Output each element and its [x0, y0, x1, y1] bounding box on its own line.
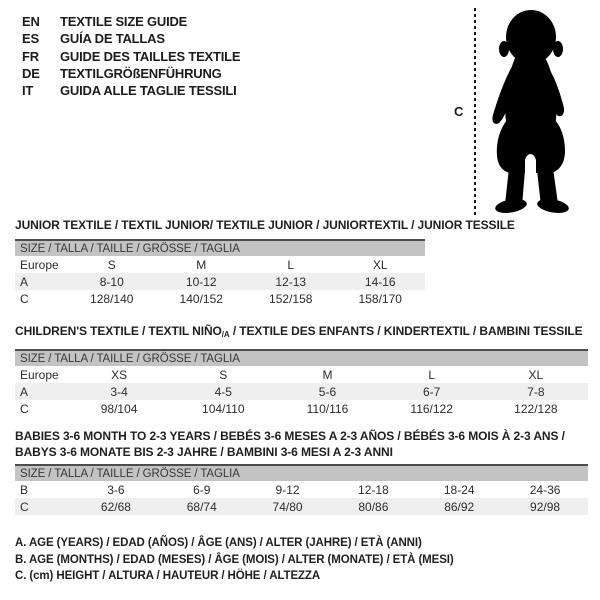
footnote-c: C. (cm) HEIGHT / ALTURA / HAUTEUR / HÖHE / ALTEZZA [15, 570, 321, 582]
table-row [15, 383, 588, 400]
height-dashed-line [474, 8, 476, 215]
lang-row-es [22, 30, 240, 47]
size-value: 158/170 [358, 291, 402, 306]
language-title: GUÍA DE TALLAS [60, 31, 165, 47]
row-label: A [15, 383, 67, 400]
size-value: 9-12 [275, 482, 300, 497]
language-code: IT [22, 83, 34, 99]
size-value: 92/98 [502, 498, 588, 515]
size-value: XL [528, 367, 544, 382]
table-row [15, 366, 588, 383]
size-value: 6-9 [193, 482, 211, 497]
size-value: 12-18 [358, 482, 389, 497]
size-table-header: SIZE / TALLA / TAILLE / GRÖSSE / TAGLIA [15, 465, 588, 481]
size-value: 3-6 [107, 482, 125, 497]
size-value: 7-8 [484, 383, 588, 400]
size-table-header: SIZE / TALLA / TAILLE / GRÖSSE / TAGLIA [15, 240, 425, 256]
size-value: 110/116 [306, 401, 349, 416]
babies-section-title [15, 428, 565, 460]
size-value: 86/92 [416, 498, 502, 515]
size-value: 62/68 [73, 498, 159, 515]
children-section-title [15, 323, 583, 343]
size-value: XL [372, 257, 388, 272]
size-value: 10-12 [157, 273, 247, 290]
language-header [22, 13, 240, 99]
baby-silhouette [484, 8, 580, 213]
size-value: 122/128 [514, 401, 558, 416]
table-row [15, 498, 588, 515]
height-ref-label: C [454, 104, 464, 119]
size-value: XS [111, 367, 128, 382]
lang-row-en [22, 13, 240, 30]
footnote-a: A. AGE (YEARS) / EDAD (AÑOS) / ÂGE (ANS) / ALTER (JAHRE) / ETÀ (ANNI) [15, 537, 422, 549]
language-title: GUIDE DES TAILLES TEXTILE [60, 48, 241, 64]
size-value: S [219, 367, 228, 382]
row-label: C [20, 401, 29, 416]
size-value: M [196, 257, 207, 272]
size-value: 98/104 [100, 401, 138, 416]
lang-row-it [22, 82, 240, 99]
size-value: 24-36 [529, 482, 561, 497]
babies-title-line1: BABIES 3-6 MONTH TO 2-3 YEARS / BEBÉS 3-6 MESES A 2-3 AÑOS / BÉBÉS 3-6 MOIS À 2-3 ANS / [15, 429, 565, 443]
language-code: EN [22, 14, 40, 30]
lang-row-fr [22, 48, 240, 65]
children-title-sub: /A [221, 330, 230, 339]
table-header-row [15, 350, 588, 366]
language-title: TEXTILE SIZE GUIDE [60, 14, 188, 30]
size-value: 4-5 [171, 383, 275, 400]
table-row [15, 273, 425, 290]
lang-row-de [22, 65, 240, 82]
row-label: C [20, 291, 29, 306]
language-code: FR [22, 48, 39, 64]
table-header-row [15, 465, 588, 481]
size-value: 18-24 [443, 482, 475, 497]
language-title: TEXTILGRÖßENFÜHRUNG [60, 66, 222, 82]
table-row [15, 290, 425, 307]
size-value: 116/122 [410, 401, 453, 416]
table-row [15, 256, 425, 273]
junior-section-title: JUNIOR TEXTILE / TEXTIL JUNIOR/ TEXTILE JUNIOR / JUNIORTEXTIL / JUNIOR TESSILE [15, 218, 515, 232]
language-code: ES [22, 31, 39, 47]
footnote-b: B. AGE (MONTHS) / EDAD (MESES) / ÂGE (MOIS) / ALTER (MONATE) / ETÀ (MESI) [15, 553, 454, 566]
size-value: 128/140 [90, 291, 134, 306]
row-label: B [20, 482, 29, 497]
size-value: 12-13 [246, 273, 336, 290]
babies-title-line2: BABYS 3-6 MONATE BIS 2-3 JAHRE / BAMBINI 3-6 MESI A 2-3 ANNI [15, 445, 393, 459]
footnotes [15, 535, 454, 585]
children-title-pre: CHILDREN'S TEXTILE / TEXTIL NIÑO [15, 324, 222, 338]
table-header-row [15, 240, 425, 256]
size-value: L [428, 367, 435, 382]
junior-size-table [15, 239, 425, 307]
children-title-post: / TEXTILE DES ENFANTS / KINDERTEXTIL / BAMBINI TESSILE [229, 324, 583, 338]
size-value: 104/110 [202, 401, 245, 416]
size-value: 74/80 [245, 498, 331, 515]
size-value: 80/86 [330, 498, 416, 515]
language-code: DE [22, 66, 40, 82]
size-value: 68/74 [159, 498, 245, 515]
size-value: 3-4 [67, 383, 171, 400]
row-label: Europe [20, 367, 59, 382]
row-label: A [15, 273, 67, 290]
row-label: C [15, 498, 73, 515]
size-value: 6-7 [380, 383, 484, 400]
size-value: M [322, 367, 333, 382]
size-value: 8-10 [67, 273, 157, 290]
size-value: S [107, 257, 116, 272]
size-value: 5-6 [275, 383, 379, 400]
children-size-table [15, 349, 588, 417]
language-title: GUIDA ALLE TAGLIE TESSILI [60, 83, 237, 99]
size-value: 14-16 [336, 273, 426, 290]
babies-size-table [15, 464, 588, 515]
table-row [15, 481, 588, 498]
size-value: 152/158 [269, 291, 313, 306]
size-table-header: SIZE / TALLA / TAILLE / GRÖSSE / TAGLIA [15, 350, 588, 366]
table-row [15, 400, 588, 417]
row-label: Europe [20, 257, 59, 272]
size-value: L [287, 257, 295, 272]
size-value: 140/152 [179, 291, 223, 306]
